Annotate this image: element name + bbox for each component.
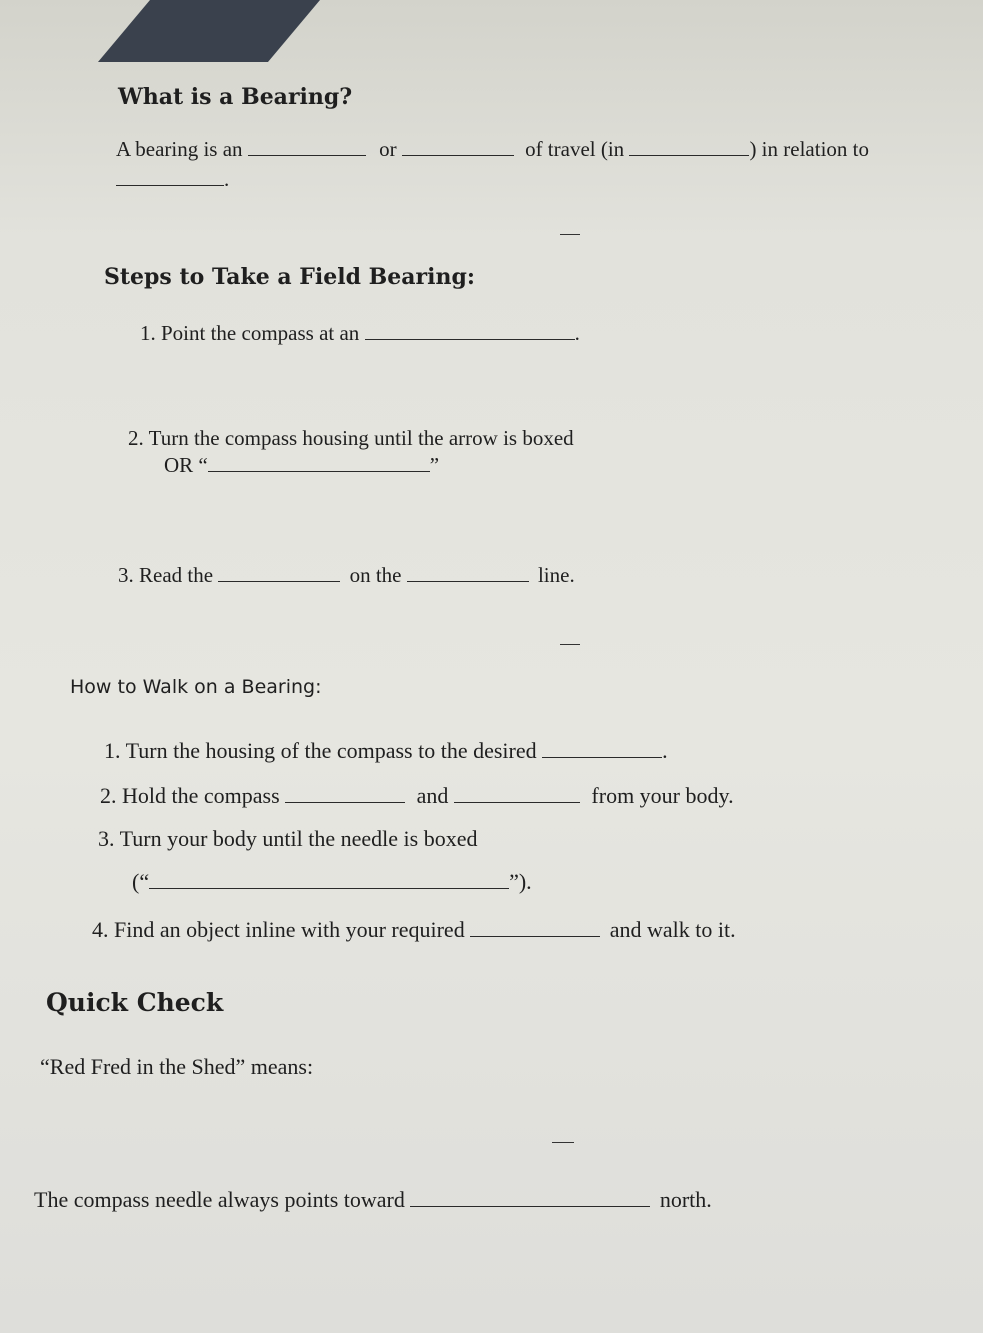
field-step-2-cont — [164, 450, 439, 478]
text: ”). — [509, 869, 532, 894]
blank — [149, 866, 509, 889]
blank — [629, 134, 749, 156]
text: 2. Hold the compass — [100, 783, 280, 808]
text: . — [662, 738, 668, 763]
text: OR “ — [164, 453, 208, 477]
blank — [218, 560, 340, 582]
section-title-bearing: What is a Bearing? — [118, 84, 353, 110]
text: or — [379, 137, 397, 161]
blank — [285, 780, 405, 803]
blank — [365, 318, 575, 340]
text: ” — [429, 453, 440, 477]
divider-dash — [560, 644, 580, 645]
blank — [454, 780, 580, 803]
text: ) in relation to — [749, 137, 869, 161]
text: of travel (in — [525, 137, 625, 161]
text: 1. Turn the housing of the compass to the desired — [104, 738, 537, 763]
blank — [402, 134, 514, 156]
blank — [410, 1184, 650, 1207]
section-title-field-bearing: Steps to Take a Field Bearing: — [104, 264, 475, 290]
text: line. — [537, 563, 575, 587]
blank — [470, 914, 600, 937]
blank — [208, 450, 430, 472]
text: . — [574, 321, 580, 345]
field-step-2: 2. Turn the compass housing until the arrow is boxed — [128, 426, 574, 450]
walk-step-3: 3. Turn your body until the needle is boxed — [98, 826, 478, 851]
text: 1. Point the compass at an — [140, 321, 360, 345]
quick-check-question-2 — [34, 1184, 712, 1213]
field-step-1 — [140, 318, 580, 346]
bearing-definition-line-2 — [116, 164, 229, 192]
quick-check-question-1: “Red Fred in the Shed” means: — [40, 1054, 314, 1079]
text: on the — [349, 563, 402, 587]
text: The compass needle always points toward — [34, 1187, 405, 1212]
text: A bearing is an — [116, 137, 243, 161]
walk-step-2 — [100, 780, 734, 809]
text: . — [224, 167, 230, 191]
blank — [542, 735, 662, 758]
text: (“ — [132, 869, 150, 894]
section-title-walk-bearing: How to Walk on a Bearing: — [70, 676, 322, 698]
divider-dash — [552, 1142, 574, 1143]
section-title-quick-check: Quick Check — [46, 988, 224, 1017]
text: and — [416, 783, 449, 808]
corner-shadow — [98, 0, 320, 62]
blank — [116, 164, 224, 186]
text: and walk to it. — [609, 917, 736, 942]
blank — [407, 560, 529, 582]
bearing-definition-line — [116, 134, 869, 162]
text: 3. Read the — [118, 563, 214, 587]
text: from your body. — [591, 783, 734, 808]
walk-step-4 — [92, 914, 736, 943]
blank — [248, 134, 366, 156]
field-step-3 — [118, 560, 575, 588]
text: 4. Find an object inline with your required — [92, 917, 465, 942]
walk-step-3-cont — [132, 866, 532, 895]
text: north. — [659, 1187, 712, 1212]
divider-dash — [560, 234, 580, 235]
walk-step-1 — [104, 735, 668, 764]
